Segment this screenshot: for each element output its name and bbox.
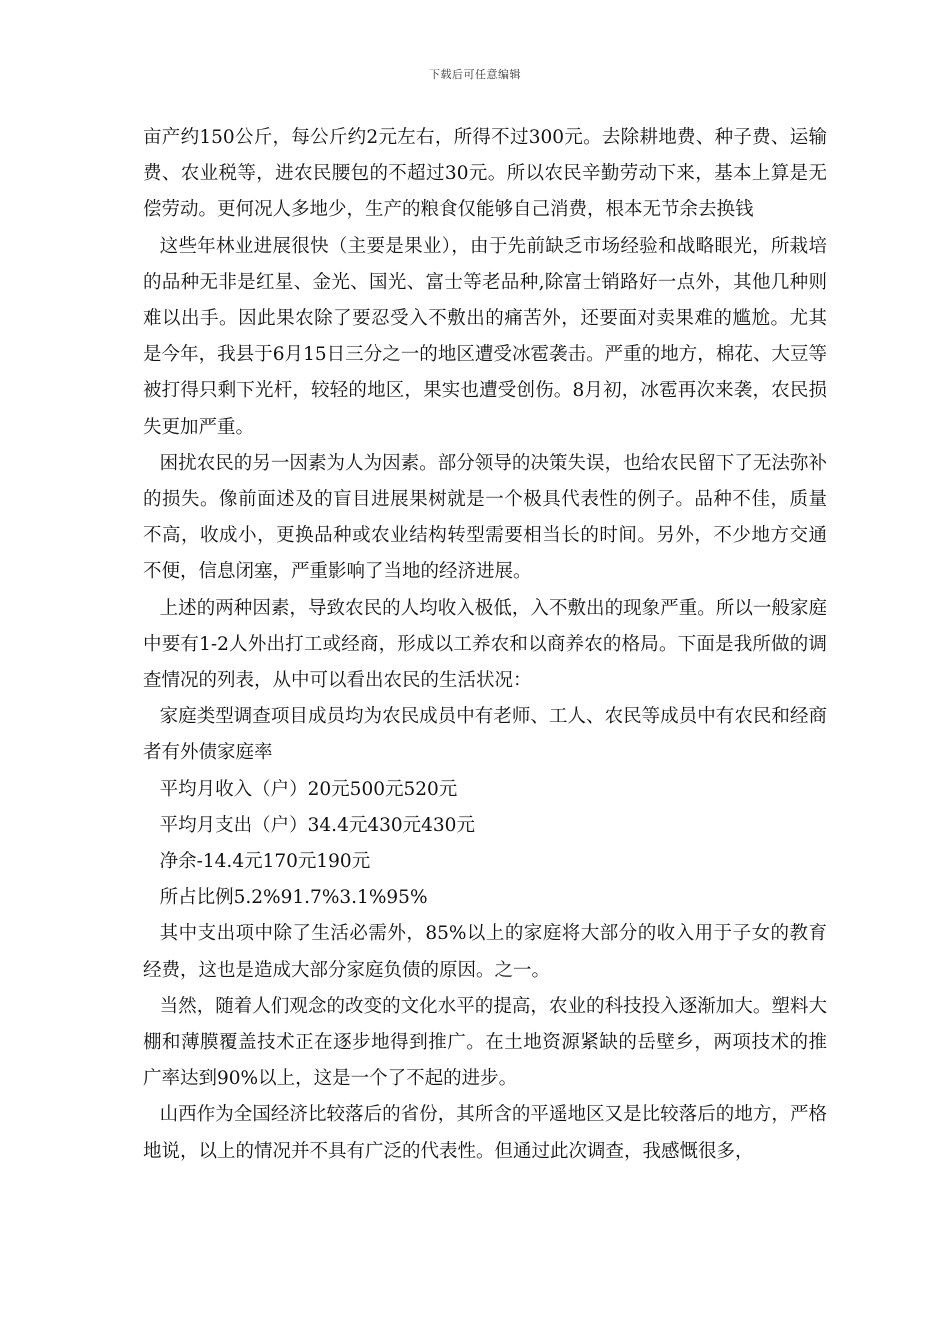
paragraph-grain-income: 亩产约150公斤，每公斤约2元左右，所得不过300元。去除耕地费、种子费、运输费、农业税等，进农民腰包的不超过30元。所以农民辛勤劳动下来，基本上算是无偿劳动。更何况人多地少，生产的粮食仅能够自己消费，根本无节余去换钱 [143,127,827,221]
survey-row-ratio: 所占比例5.2%91.7%3.1%95% [159,887,428,909]
paragraph-education-expense: 其中支出项中除了生活必需外，85%以上的家庭将大部分的收入用于子女的教育经费，这也是造成大部分家庭负债的原因。之一。 [143,923,827,981]
paragraph-low-income: 上述的两种因素，导致农民的人均收入极低，入不敷出的现象严重。所以一般家庭中要有1-2人外出打工或经商，形成以工养农和以商养农的格局。下面是我所做的调查情况的列表，从中可以看出农民的生活状况： [143,597,827,692]
survey-row-income: 平均月收入（户）20元500元520元 [159,778,458,800]
paragraph-forestry: 这些年林业进展很快（主要是果业），由于先前缺乏市场经验和战略眼光，所栽培的品种无非是红星、金光、国光、富士等老品种,除富士销路好一点外，其他几种则难以出手。因此果农除了要忍受入不敷出的痛苦外，还要面对卖果难的尴尬。尤其是今年，我县于6月15日三分之一的地区遭受冰雹袭击。严重的地方，棉花、大豆等被打得只剩下光杆，较轻的地区，果实也遭受创伤。8月初，冰雹再次来袭，农民损失更加严重。 [143,235,827,438]
paragraph-technology: 当然，随着人们观念的改变的文化水平的提高，农业的科技投入逐渐加大。塑料大棚和薄膜覆盖技术正在逐步地得到推广。在土地资源紧缺的岳壁乡，两项技术的推广率达到90%以上，这是一个了不起的进步。 [143,995,827,1090]
survey-table-header: 家庭类型调查项目成员均为农民成员中有老师、工人、农民等成员中有农民和经商者有外债家庭率 [143,706,827,764]
survey-row-expense: 平均月支出（户）34.4元430元430元 [159,814,475,836]
document-body [143,120,827,1170]
paragraph-conclusion: 山西作为全国经济比较落后的省份，其所含的平遥地区又是比较落后的地方，严格地说，以上的情况并不具有广泛的代表性。但通过此次调查，我感慨很多， [143,1104,827,1162]
survey-row-net: 净余-14.4元170元190元 [159,851,371,873]
page-header: 下载后可任意编辑 [429,68,521,81]
paragraph-human-factors: 困扰农民的另一因素为人为因素。部分领导的决策失误，也给农民留下了无法弥补的损失。像前面述及的盲目进展果树就是一个极具代表性的例子。品种不佳，质量不高，收成小，更换品种或农业结构转型需要相当长的时间。另外，不少地方交通不便，信息闭塞，严重影响了当地的经济进展。 [143,452,827,583]
